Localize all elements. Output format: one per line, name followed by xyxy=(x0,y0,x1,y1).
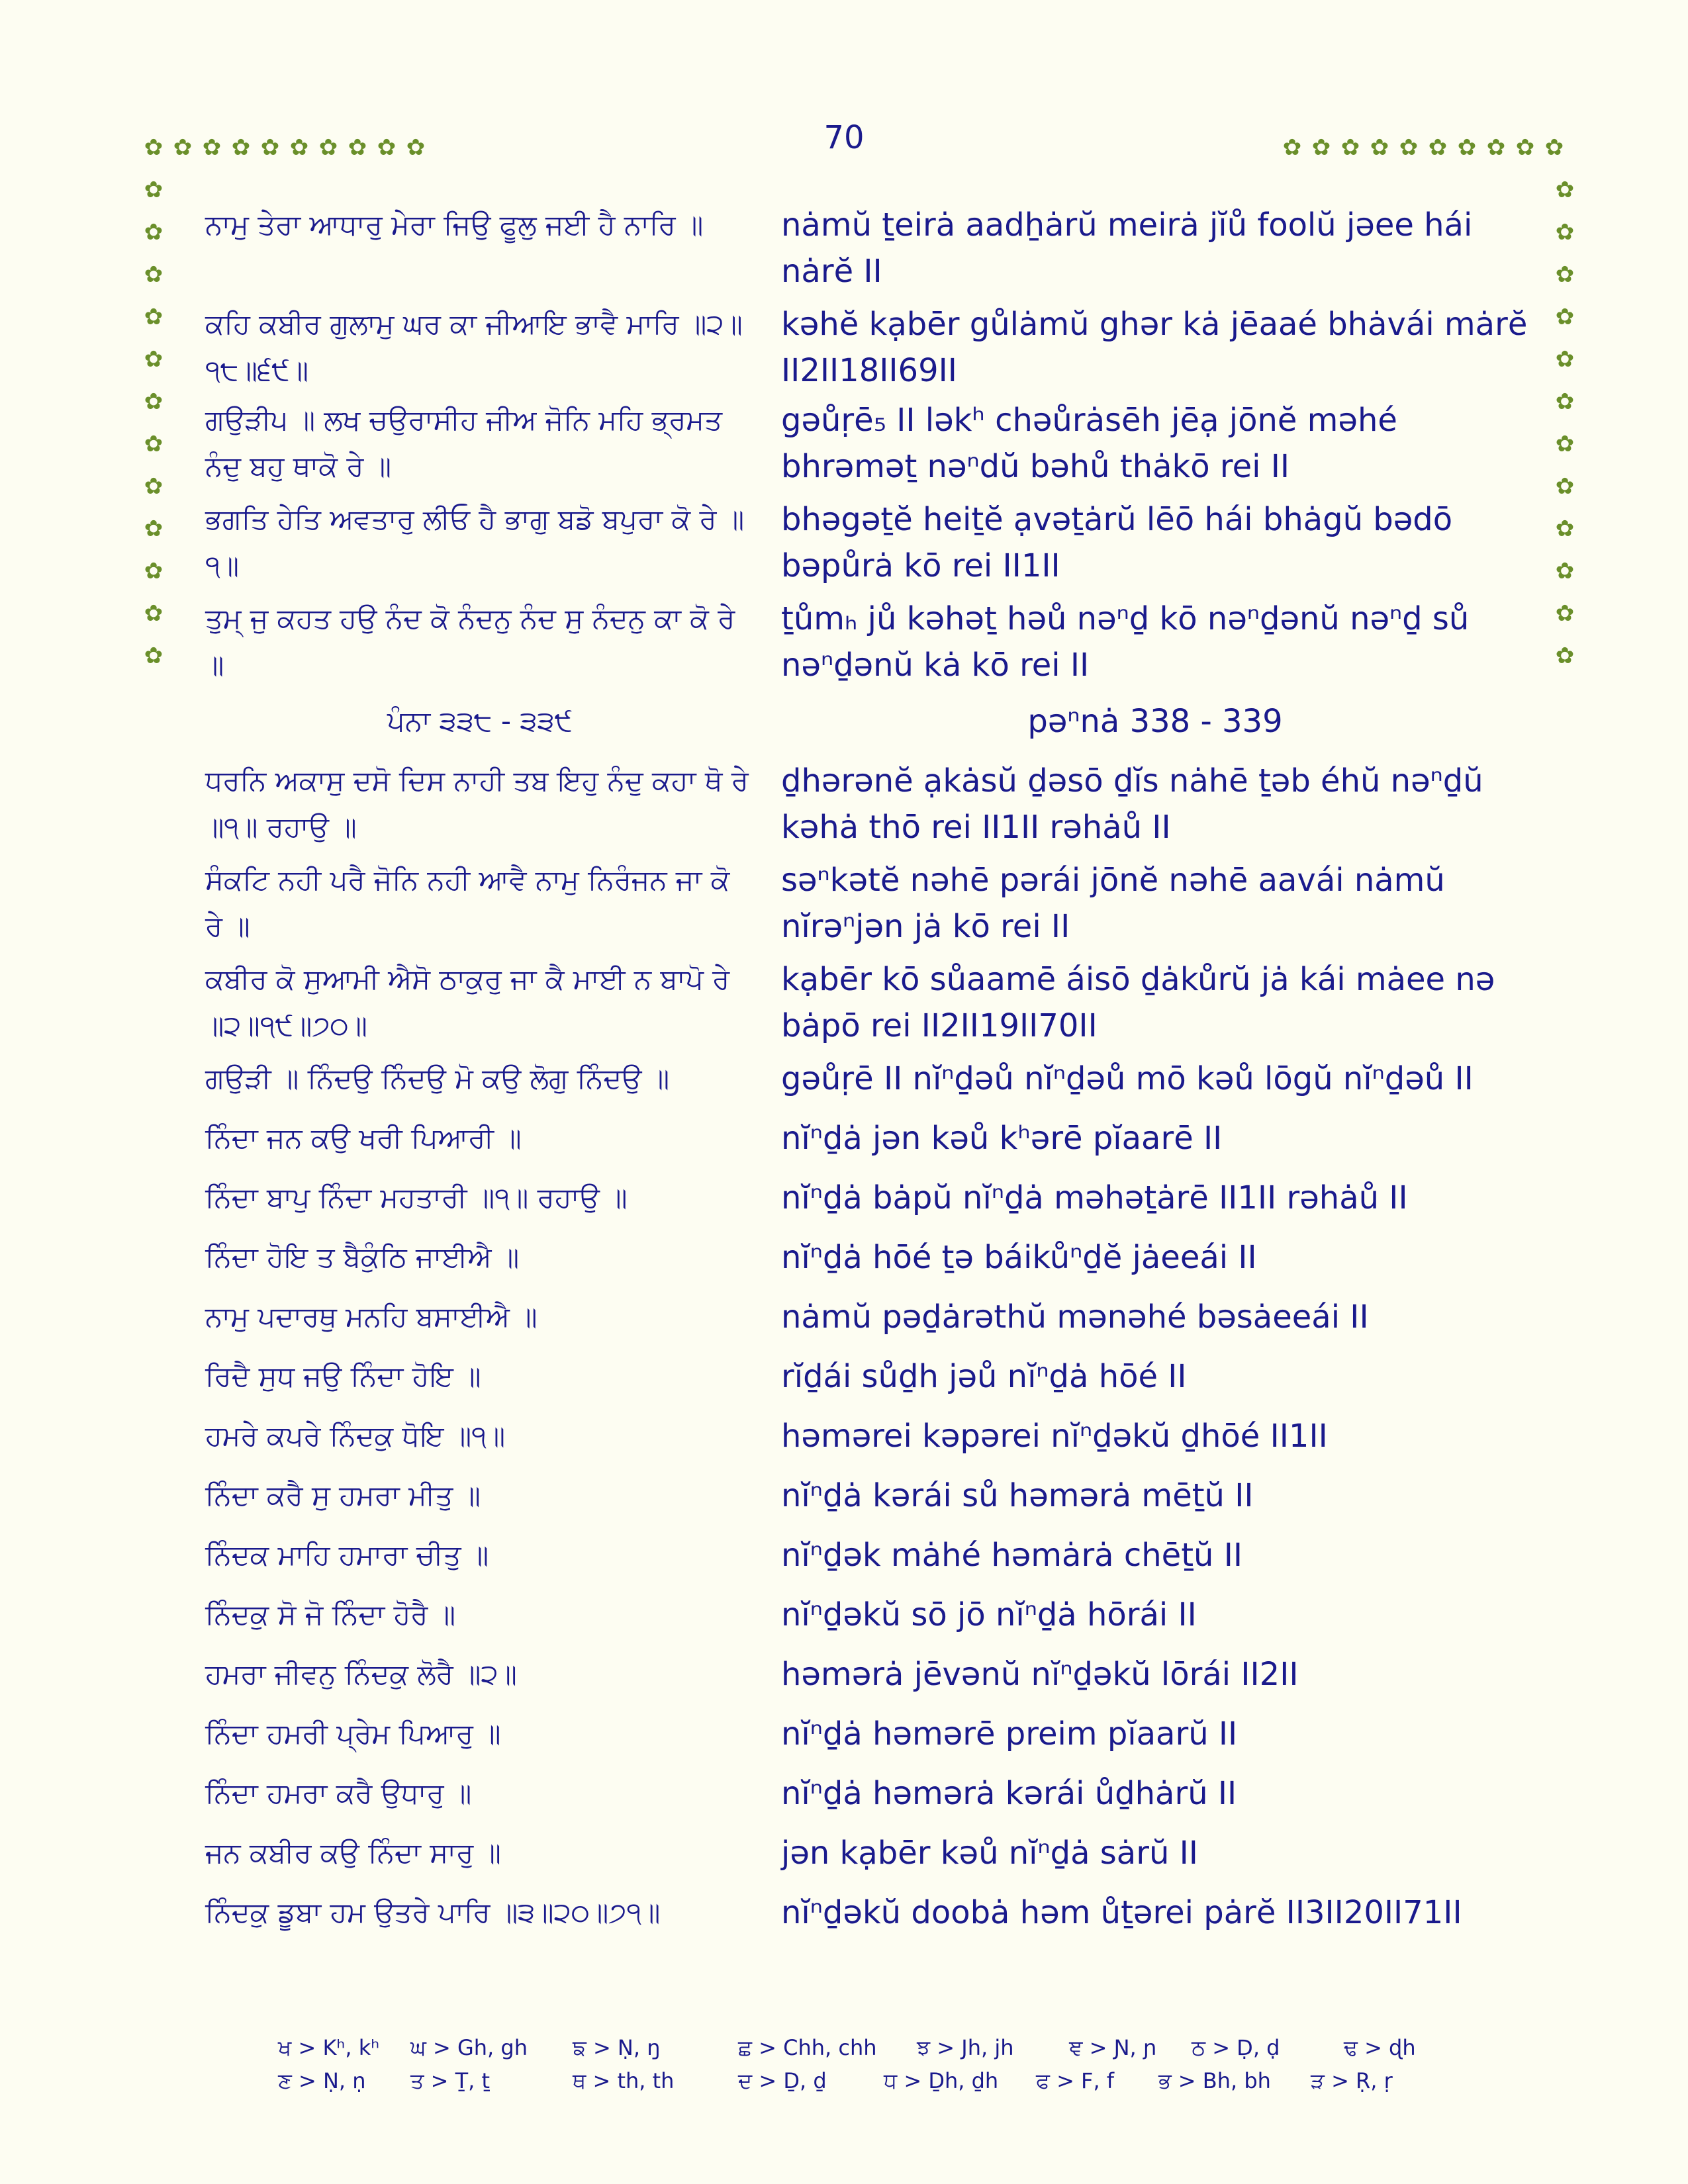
transliteration-line: nĭⁿḏȧ həmərē prei̇m pĭaarŭ II xyxy=(781,1715,1238,1752)
flower-icon: ✿ xyxy=(144,177,164,203)
flower-icon: ✿ xyxy=(144,643,164,669)
flower-icon: ✿ xyxy=(1311,134,1331,161)
transliteration-line: nĭⁿḏəkŭ doobȧ həm ůṯərei pȧrĕ II3II20II71II xyxy=(781,1894,1462,1931)
gurmukhi-line: ਕਹਿ ਕਬੀਰ ਗੁਲਾਮੁ ਘਰ ਕਾ ਜੀਆਇ ਭਾਵੈ ਮਾਰਿ ॥੨॥੧੮॥੬੯॥ xyxy=(205,308,743,387)
flower-icon: ✿ xyxy=(144,346,164,373)
transliteration-line: kəhĕ kạbēr gůlȧmŭ ghər kȧ jēaaé bhȧvái mȧrĕ II2II18II69II xyxy=(781,306,1528,389)
flower-icon: ✿ xyxy=(1555,558,1575,584)
flower-icon: ✿ xyxy=(1399,134,1419,161)
flower-icon: ✿ xyxy=(1428,134,1448,161)
legend-item: ੜ > Ṛ, ṛ xyxy=(1311,2068,1393,2093)
flower-icon: ✿ xyxy=(144,431,164,457)
flower-icon: ✿ xyxy=(144,134,164,161)
transliteration-line: səⁿkətĕ nəhē pərái jōnĕ nəhē aavái nȧmŭ nĭrəⁿjən jȧ kō rei II xyxy=(781,862,1445,945)
gurmukhi-line: ਗਉੜੀ ॥ ਨਿੰਦਉ ਨਿੰਦਉ ਮੋ ਕਉ ਲੋਗੁ ਨਿੰਦਉ ॥ xyxy=(205,1062,670,1095)
flower-icon: ✿ xyxy=(231,134,251,161)
gurmukhi-line: ਹਮਰੇ ਕਪਰੇ ਨਿੰਦਕੁ ਧੋਇ ॥੧॥ xyxy=(205,1420,506,1452)
flower-icon: ✿ xyxy=(1555,643,1575,669)
flower-icon: ✿ xyxy=(1555,516,1575,542)
flower-icon: ✿ xyxy=(144,261,164,288)
transliteration-line: nĭⁿḏȧ bȧpŭ nĭⁿḏȧ məhəṯȧrē II1II rəhȧů II xyxy=(781,1179,1408,1216)
legend-item: ਘ > Gh, gh xyxy=(410,2035,528,2060)
legend-item: ਙ > Ṇ, ŋ xyxy=(573,2035,661,2060)
legend-item: ਛ > Chh, chh xyxy=(738,2035,877,2060)
legend-item: ਖ > Kʰ, kʰ xyxy=(278,2035,380,2060)
gurmukhi-line: ਰਿਦੈ ਸੁਧ ਜਉ ਨਿੰਦਾ ਹੋਇ ॥ xyxy=(205,1360,481,1392)
flower-icon: ✿ xyxy=(377,134,397,161)
gurmukhi-line: ਨਿੰਦਾ ਬਾਪੁ ਨਿੰਦਾ ਮਹਤਾਰੀ ॥੧॥ ਰਹਾਉ ॥ xyxy=(205,1181,628,1214)
flower-icon: ✿ xyxy=(202,134,222,161)
gurmukhi-line: ਨਿੰਦਕ ਮਾਹਿ ਹਮਾਰਾ ਚੀਤੁ ॥ xyxy=(205,1539,489,1571)
gurmukhi-line: ਨਿੰਦਾ ਹਮਰਾ ਕਰੈ ਉਧਾਰੁ ॥ xyxy=(205,1777,472,1809)
gurmukhi-line: ਨਿੰਦਾ ਜਨ ਕਉ ਖਰੀ ਪਿਆਰੀ ॥ xyxy=(205,1122,522,1154)
flower-icon: ✿ xyxy=(1282,134,1302,161)
flower-icon: ✿ xyxy=(144,219,164,246)
transliteration-line: nȧmŭ pəḏȧrəthŭ mənəhé bəsȧeeái II xyxy=(781,1298,1369,1336)
legend-item: ਞ > Ɲ, ɲ xyxy=(1069,2035,1157,2060)
flower-icon: ✿ xyxy=(260,134,280,161)
flower-icon: ✿ xyxy=(348,134,367,161)
flower-icon: ✿ xyxy=(144,388,164,415)
page-range-gurmukhi: ਪੰਨਾ ੩੩੮ - ੩੩੯ xyxy=(387,705,573,737)
flower-icon: ✿ xyxy=(144,473,164,500)
flower-icon: ✿ xyxy=(173,134,193,161)
legend-item: ਧ > Ḏh, ḏh xyxy=(884,2068,999,2093)
transliteration-line: rĭḏái sůḏh jəů nĭⁿḏȧ hōé II xyxy=(781,1358,1187,1395)
transliteration-line: nȧmŭ ṯeirȧ aadẖȧrŭ meirȧ jĭů foolŭ jəee hái nȧrĕ II xyxy=(781,206,1473,290)
flower-icon: ✿ xyxy=(1555,473,1575,500)
transliteration-line: ṯůmₕ jů kəhəṯ həů nəⁿḏ kō nəⁿḏənŭ nəⁿḏ sů nəⁿḏənŭ kȧ kō rei II xyxy=(781,600,1470,684)
legend-item: ਤ > Ṯ, ṯ xyxy=(410,2068,491,2093)
gurmukhi-line: ਧਰਨਿ ਅਕਾਸੁ ਦਸੋ ਦਿਸ ਨਾਹੀ ਤਬ ਇਹੁ ਨੰਦੁ ਕਹਾ ਥੋ ਰੇ ॥੧॥ ਰਹਾਉ ॥ xyxy=(205,764,749,843)
legend-item: ਦ > Ḏ, ḏ xyxy=(738,2068,827,2093)
transliteration-line: nĭⁿḏək mȧhé həmȧrȧ chēṯŭ II xyxy=(781,1537,1243,1574)
legend-item: ਫ > F, f xyxy=(1036,2068,1115,2093)
legend-item: ਝ > Jh, jh xyxy=(917,2035,1014,2060)
transliteration-line: nĭⁿḏȧ jən kəů kʰərē pĭaarē II xyxy=(781,1120,1223,1157)
transliteration-line: gəůṛē₅ II ləkʰ chəůrȧsēh jēạ jōnĕ məhé bhrəməṯ nəⁿdŭ bəhů thȧkō rei II xyxy=(781,402,1397,485)
transliteration-line: bhəgəṯĕ heiṯĕ ạvəṯȧrŭ lēō hái bhȧgŭ bədō bəpůrȧ kō rei II1II xyxy=(781,501,1453,584)
gurmukhi-line: ਨਾਮੁ ਤੇਰਾ ਆਧਾਰੁ ਮੇਰਾ ਜਿਉ ਫੂਲੁ ਜਈ ਹੈ ਨਾਰਿ ॥ xyxy=(205,208,704,241)
flower-icon: ✿ xyxy=(1555,431,1575,457)
gurmukhi-line: ਨਿੰਦਕੁ ਸੋ ਜੋ ਨਿੰਦਾ ਹੋਰੈ ॥ xyxy=(205,1598,456,1631)
gurmukhi-line: ਭਗਤਿ ਹੇਤਿ ਅਵਤਾਰੁ ਲੀਓ ਹੈ ਭਾਗੁ ਬਡੋ ਬਪੁਰਾ ਕੋ ਰੇ ॥੧॥ xyxy=(205,503,745,582)
flower-icon: ✿ xyxy=(1555,304,1575,330)
flower-icon: ✿ xyxy=(1340,134,1360,161)
transliteration-line: həmərei kəpərei nĭⁿḏəkŭ ḏhōé II1II xyxy=(781,1418,1328,1455)
transliteration-line: jən kạbēr kəů nĭⁿḏȧ sȧrŭ II xyxy=(781,1835,1198,1872)
flower-icon: ✿ xyxy=(1457,134,1477,161)
legend-row-1 xyxy=(278,2035,1443,2061)
flower-icon: ✿ xyxy=(1555,388,1575,415)
legend-item: ਥ > th, th xyxy=(573,2068,675,2093)
flower-icon: ✿ xyxy=(144,558,164,584)
legend-item: ਢ > ɖh xyxy=(1344,2035,1416,2060)
gurmukhi-line: ਨਿੰਦਾ ਹੋਇ ਤ ਬੈਕੁੰਠਿ ਜਾਈਐ ॥ xyxy=(205,1241,520,1273)
gurmukhi-line: ਨਾਮੁ ਪਦਾਰਥੁ ਮਨਹਿ ਬਸਾਈਐ ॥ xyxy=(205,1300,538,1333)
flower-icon: ✿ xyxy=(1544,134,1564,161)
gurmukhi-line: ਨਿੰਦਾ ਹਮਰੀ ਪ੍ਰੇਮ ਪਿਆਰੁ ॥ xyxy=(205,1717,501,1750)
flower-icon: ✿ xyxy=(1515,134,1535,161)
legend-item: ਣ > Ṇ, ṇ xyxy=(278,2068,366,2093)
flower-icon: ✿ xyxy=(1555,600,1575,627)
flower-icon: ✿ xyxy=(289,134,309,161)
legend-row-2 xyxy=(278,2068,1410,2094)
page-range-translit: pəⁿnȧ 338 - 339 xyxy=(1027,703,1283,740)
transliteration-line: ḏhərənĕ ạkȧsŭ ḏəsō ḏĭs nȧhē ṯəb éhŭ nəⁿḏŭ kəhȧ thō rei II1II rəhȧů II xyxy=(781,762,1483,846)
gurmukhi-line: ਹਮਰਾ ਜੀਵਨੁ ਨਿੰਦਕੁ ਲੋਰੈ ॥੨॥ xyxy=(205,1658,517,1690)
transliteration-line: nĭⁿḏȧ kərái sů həmərȧ mēṯŭ II xyxy=(781,1477,1254,1514)
gurmukhi-line: ਗਉੜੀ੫ ॥ ਲਖ ਚਉਰਾਸੀਹ ਜੀਅ ਜੋਨਿ ਮਹਿ ਭ੍ਰਮਤ ਨੰਦੁ ਬਹੁ ਥਾਕੋ ਰੇ ॥ xyxy=(205,404,722,482)
page-number: 70 xyxy=(823,119,865,156)
transliteration-line: kạbēr kō sůaamē áisō ḏȧkůrŭ jȧ kái mȧee nə bȧpō rei II2II19II70II xyxy=(781,961,1495,1044)
flower-icon: ✿ xyxy=(1555,219,1575,246)
flower-icon: ✿ xyxy=(1555,261,1575,288)
transliteration-line: həmərȧ jēvənŭ nĭⁿḏəkŭ lōrái II2II xyxy=(781,1656,1299,1693)
legend-item: ਭ > Bh, bh xyxy=(1158,2068,1271,2093)
transliteration-line: gəůṛē II nĭⁿḏəů nĭⁿḏəů mō kəů lōgŭ nĭⁿḏəů II xyxy=(781,1060,1474,1097)
gurmukhi-line: ਨਿੰਦਾ ਕਰੈ ਸੁ ਹਮਰਾ ਮੀਤੁ ॥ xyxy=(205,1479,481,1512)
gurmukhi-line: ਨਿੰਦਕੁ ਡੂਬਾ ਹਮ ਉਤਰੇ ਪਾਰਿ ॥੩॥੨੦॥੭੧॥ xyxy=(205,1896,661,1929)
flower-icon: ✿ xyxy=(144,516,164,542)
flower-icon: ✿ xyxy=(318,134,338,161)
flower-icon: ✿ xyxy=(406,134,426,161)
transliteration-line: nĭⁿḏəkŭ sō jō nĭⁿḏȧ hōrái II xyxy=(781,1596,1197,1633)
gurmukhi-line: ਕਬੀਰ ਕੋ ਸੁਆਮੀ ਐਸੋ ਠਾਕੁਰੁ ਜਾ ਕੈ ਮਾਈ ਨ ਬਾਪੋ ਰੇ ॥੨॥੧੯॥੭੦॥ xyxy=(205,963,730,1042)
transliteration-line: nĭⁿḏȧ hōé ṯə báikůⁿḏĕ jȧeeái II xyxy=(781,1239,1257,1276)
gurmukhi-line: ਸੰਕਟਿ ਨਹੀ ਪਰੈ ਜੋਨਿ ਨਹੀ ਆਵੈ ਨਾਮੁ ਨਿਰੰਜਨ ਜਾ ਕੋ ਰੇ ॥ xyxy=(205,864,730,942)
flower-icon: ✿ xyxy=(1555,346,1575,373)
gurmukhi-line: ਜਨ ਕਬੀਰ ਕਉ ਨਿੰਦਾ ਸਾਰੁ ॥ xyxy=(205,1837,501,1869)
flower-icon: ✿ xyxy=(144,304,164,330)
flower-icon: ✿ xyxy=(144,600,164,627)
legend-item: ਠ > Ḍ, ḍ xyxy=(1192,2035,1280,2060)
gurmukhi-line: ਤੁਮ੍ ਜੁ ਕਹਤ ਹਉ ਨੰਦ ਕੋ ਨੰਦਨੁ ਨੰਦ ਸੁ ਨੰਦਨੁ ਕਾ ਕੋ ਰੇ ॥ xyxy=(205,602,735,681)
flower-icon: ✿ xyxy=(1555,177,1575,203)
flower-icon: ✿ xyxy=(1370,134,1389,161)
transliteration-line: nĭⁿḏȧ həmərȧ kərái ůḏhȧrŭ II xyxy=(781,1775,1237,1812)
flower-icon: ✿ xyxy=(1486,134,1506,161)
